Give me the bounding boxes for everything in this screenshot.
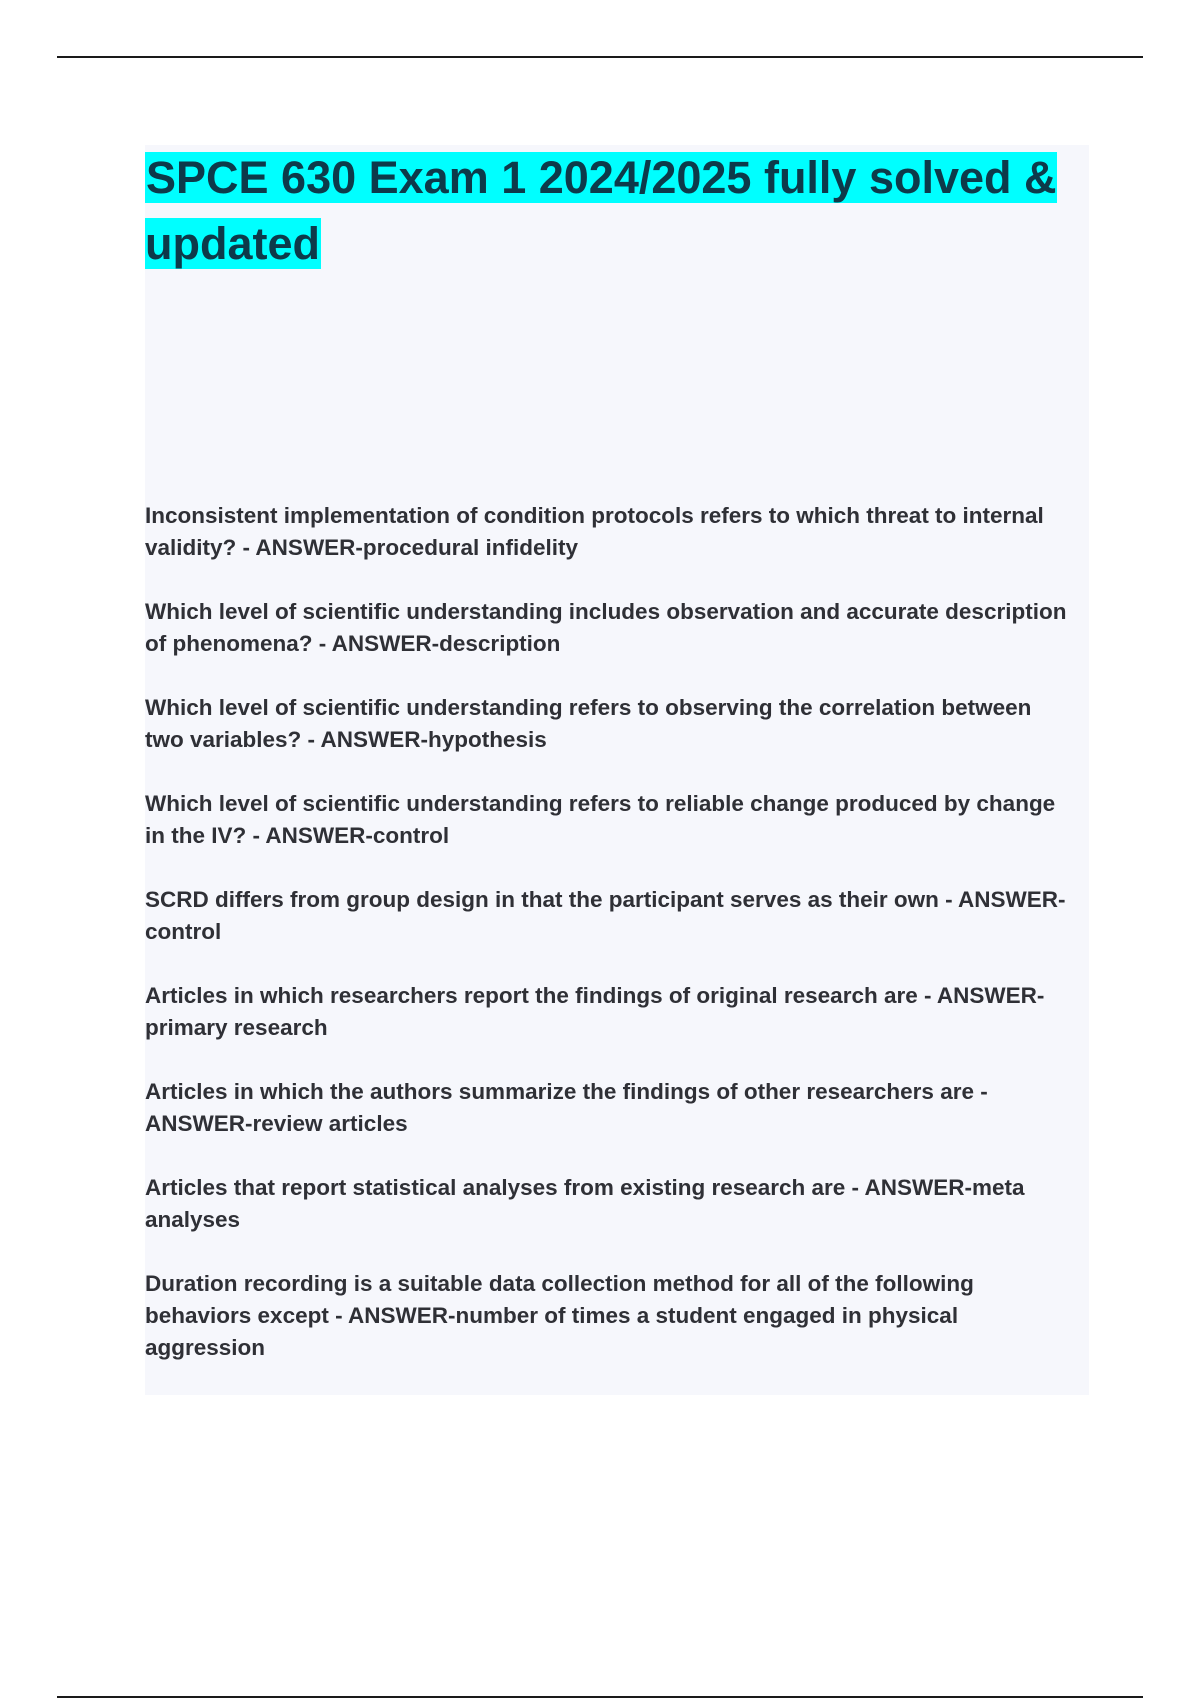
qa-item: Articles that report statistical analyses from existing research are - ANSWER-meta analyses [145,1175,1025,1232]
qa-item: Inconsistent implementation of condition protocols refers to which threat to internal validity? - ANSWER-procedural infidelity [145,503,1044,560]
qa-item: Which level of scientific understanding includes observation and accurate description of phenomena? - ANSWER-description [145,599,1067,656]
qa-item: Which level of scientific understanding refers to reliable change produced by change in the IV? - ANSWER-control [145,791,1056,848]
qa-list [145,500,1075,1396]
qa-item: Articles in which researchers report the findings of original research are - ANSWER-primary research [145,983,1045,1040]
qa-item: Which level of scientific understanding refers to observing the correlation between two variables? - ANSWER-hypothesis [145,695,1032,752]
qa-item: SCRD differs from group design in that the participant serves as their own - ANSWER-control [145,887,1066,944]
qa-item: Duration recording is a suitable data collection method for all of the following behaviors except - ANSWER-number of times a student engaged in physical aggression [145,1271,974,1360]
bottom-rule [57,1696,1143,1698]
top-rule [57,56,1143,58]
qa-item: Articles in which the authors summarize the findings of other researchers are - ANSWER-review articles [145,1079,988,1136]
title-highlight: SPCE 630 Exam 1 2024/2025 fully solved & updated [145,152,1057,269]
page-title [145,145,1095,277]
